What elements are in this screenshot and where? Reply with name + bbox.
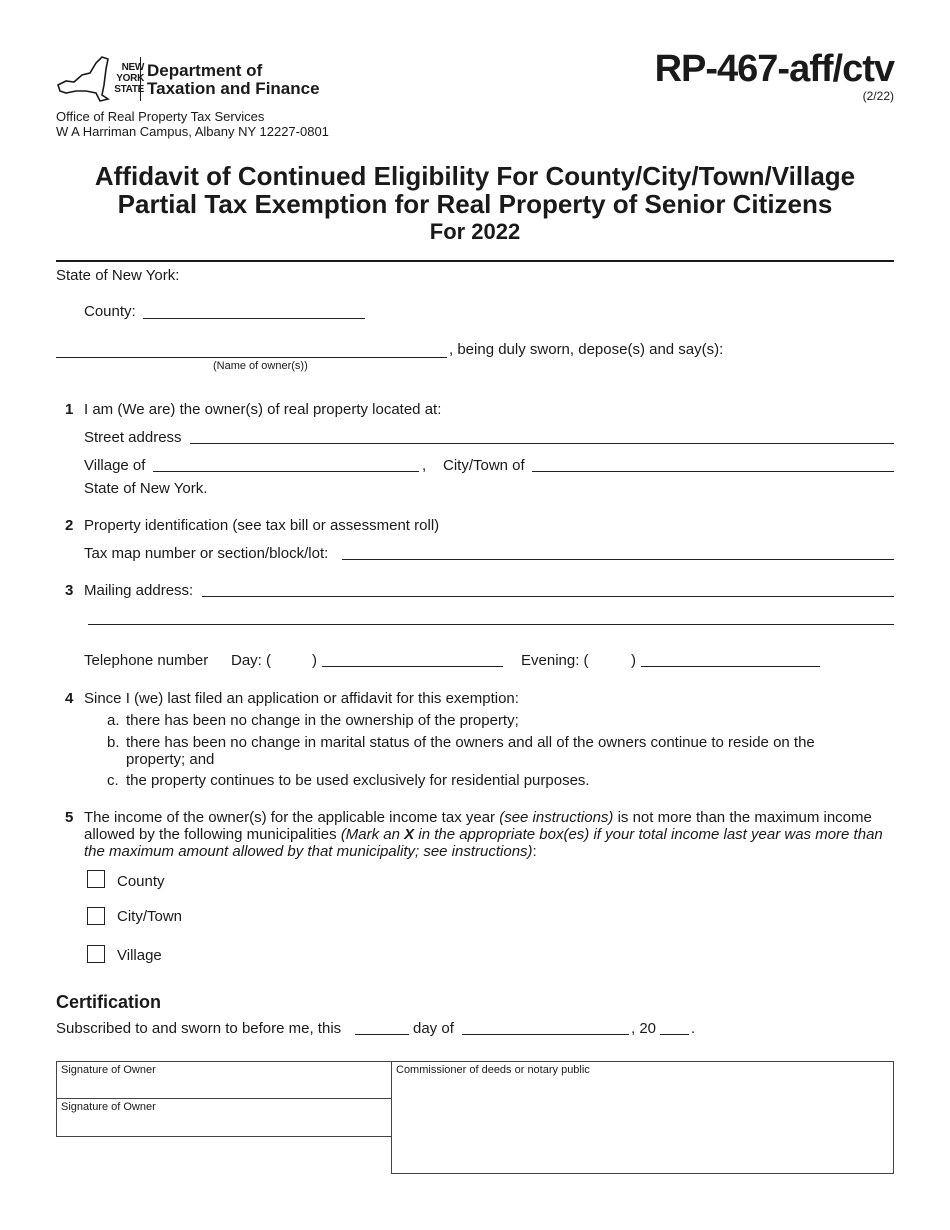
dept-line-2: Taxation and Finance — [147, 79, 320, 98]
item-4b-letter: b. — [107, 734, 120, 751]
tax-map-label: Tax map number or section/block/lot: — [84, 545, 329, 562]
mailing-address-field[interactable] — [202, 596, 894, 597]
item-5-colon: : — [532, 843, 537, 860]
form-revision: (2/22) — [862, 89, 894, 103]
item-5-number: 5 — [65, 809, 74, 826]
owner-signature-box-1[interactable] — [56, 1061, 392, 1099]
state-label: State of New York: — [56, 267, 180, 284]
item-4-text: Since I (we) last filed an application or affidavit for this exemption: — [84, 690, 519, 707]
nys-map-icon — [56, 55, 148, 105]
subscribed-text: Subscribed to and sworn to before me, this — [56, 1020, 342, 1037]
day-of-text: day of — [413, 1020, 454, 1037]
form-title — [56, 162, 894, 245]
notary-label: Commissioner of deeds or notary public — [396, 1064, 590, 1076]
year-prefix: , 20 — [631, 1020, 657, 1037]
period: . — [691, 1020, 696, 1037]
state-of-ny-text: State of New York. — [84, 480, 208, 497]
county-checkbox-label: County — [117, 873, 165, 890]
item-4-number: 4 — [65, 690, 74, 707]
certification-heading: Certification — [56, 992, 162, 1012]
svg-text:YORK: YORK — [116, 73, 144, 84]
street-address-label: Street address — [84, 429, 182, 446]
item-3-number: 3 — [65, 582, 74, 599]
office-address — [56, 109, 329, 139]
item-4c-text: the property continues to be used exclusively for residential purposes. — [126, 772, 590, 789]
county-checkbox[interactable] — [87, 870, 105, 888]
item-5-text — [84, 809, 896, 860]
owner-signature-label-1: Signature of Owner — [61, 1064, 156, 1076]
office-line-1: Office of Real Property Tax Services — [56, 109, 265, 124]
village-label: Village of — [84, 457, 146, 474]
village-comma: , — [422, 457, 427, 474]
city-town-checkbox-label: City/Town — [117, 908, 183, 925]
owner-signature-label-2: Signature of Owner — [61, 1101, 156, 1113]
logo-divider — [140, 57, 141, 101]
title-line-2: Partial Tax Exemption for Real Property of Senior Citizens — [117, 189, 833, 219]
day-number-field[interactable] — [355, 1034, 409, 1035]
day-phone-field[interactable] — [322, 666, 503, 667]
telephone-label: Telephone number — [84, 652, 209, 669]
title-line-1: Affidavit of Continued Eligibility For County/City/Town/Village — [94, 161, 856, 191]
mailing-address-field-line-2[interactable] — [88, 624, 894, 625]
street-address-field[interactable] — [190, 443, 894, 444]
month-field[interactable] — [462, 1034, 629, 1035]
dept-line-1: Department of — [147, 61, 263, 80]
item-4a-letter: a. — [107, 712, 120, 729]
sworn-text: , being duly sworn, depose(s) and say(s): — [449, 341, 724, 358]
mailing-address-label: Mailing address: — [84, 582, 194, 599]
item-2-text: Property identification (see tax bill or assessment roll) — [84, 517, 440, 534]
village-checkbox[interactable] — [87, 945, 105, 963]
tax-map-field[interactable] — [342, 559, 894, 560]
item-5-mark-b: in the appropriate box(es) if your total income last year was more than the maximum amount allowed by that municipality; see instructions) — [84, 826, 883, 860]
title-rule — [56, 260, 894, 262]
department-name — [147, 62, 320, 98]
item-4c-letter: c. — [107, 772, 119, 789]
title-line-3: For 2022 — [429, 219, 521, 244]
item-5-text-b: is not more than the maximum income allowed by the following municipalities — [84, 809, 872, 843]
village-field[interactable] — [153, 471, 419, 472]
item-1-text: I am (We are) the owner(s) of real property located at: — [84, 401, 442, 418]
nys-logo — [56, 55, 148, 105]
item-1-number: 1 — [65, 401, 74, 418]
item-4b-text: there has been no change in marital status of the owners and all of the owners continue to reside on the property; and — [126, 734, 815, 768]
city-town-label: City/Town of — [443, 457, 525, 474]
item-5-mark-x: X — [404, 826, 415, 843]
office-line-2: W A Harriman Campus, Albany NY 12227-0801 — [56, 124, 329, 139]
county-field[interactable] — [143, 318, 365, 319]
form-number: RP-467-aff/ctv — [654, 48, 894, 90]
item-5-mark-a: (Mark an — [340, 826, 405, 843]
svg-text:STATE: STATE — [114, 84, 144, 95]
evening-phone-field[interactable] — [641, 666, 820, 667]
item-4a-text: there has been no change in the ownership of the property; — [126, 712, 519, 729]
day-area-code-close: ) — [312, 652, 317, 669]
owner-name-field[interactable] — [56, 357, 447, 358]
day-phone-label: Day: ( — [231, 652, 272, 669]
evening-area-code-close: ) — [631, 652, 636, 669]
item-5-text-a: The income of the owner(s) for the applicable income tax year — [84, 809, 500, 826]
item-5-see-instructions: (see instructions) — [499, 809, 614, 826]
city-town-field[interactable] — [532, 471, 894, 472]
evening-phone-label: Evening: ( — [521, 652, 589, 669]
owner-signature-box-2[interactable] — [56, 1098, 392, 1137]
item-2-number: 2 — [65, 517, 74, 534]
village-checkbox-label: Village — [117, 947, 162, 964]
notary-signature-box[interactable] — [391, 1061, 894, 1174]
svg-text:NEW: NEW — [121, 62, 144, 73]
owner-name-caption: (Name of owner(s)) — [213, 360, 308, 372]
county-label: County: — [84, 303, 136, 320]
year-field[interactable] — [660, 1034, 689, 1035]
city-town-checkbox[interactable] — [87, 907, 105, 925]
